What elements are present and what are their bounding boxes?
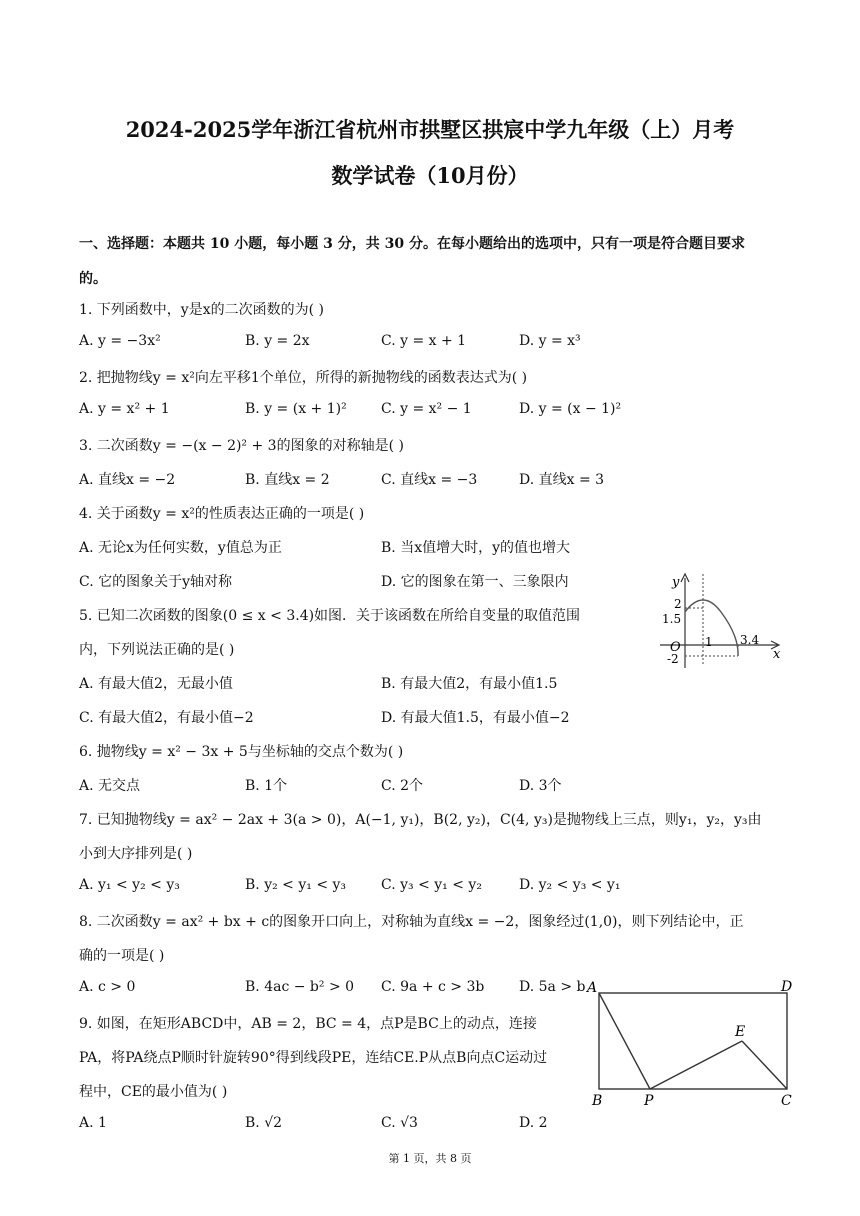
q9-option-a[interactable]: A. 1 <box>79 1115 107 1131</box>
q9-option-c[interactable]: C. √3 <box>381 1115 418 1131</box>
question-3-stem: 3. 二次函数y = −(x − 2)² + 3的图象的对称轴是( ) <box>79 438 404 454</box>
q3-option-d[interactable]: D. 直线x = 3 <box>519 472 605 488</box>
q4-option-c[interactable]: C. 它的图象关于y轴对称 <box>79 574 233 590</box>
question-6-stem: 6. 抛物线y = x² − 3x + 5与坐标轴的交点个数为( ) <box>79 744 404 760</box>
q8-option-b[interactable]: B. 4ac − b² > 0 <box>245 979 355 995</box>
question-8-stem: 8. 二次函数y = ax² + bx + c的图象开口向上，对称轴为直线x = −2，图象经过(1,0)，则下列结论中，正 <box>79 914 744 930</box>
question-1-stem: 1. 下列函数中，y是x的二次函数的为( ) <box>79 302 324 318</box>
exam-title-line1: 2024-2025学年浙江省杭州市拱墅区拱宸中学九年级（上）月考 <box>125 117 735 142</box>
q5-parabola-figure <box>630 568 790 678</box>
question-9-stem: 9. 如图，在矩形ABCD中，AB = 2，BC = 4，点P是BC上的动点，连接 <box>79 1016 537 1032</box>
q8-option-c[interactable]: C. 9a + c > 3b <box>381 979 485 995</box>
q9-option-d[interactable]: D. 2 <box>519 1115 548 1131</box>
q7-option-c[interactable]: C. y₃ < y₁ < y₂ <box>381 877 482 893</box>
question-9-stem-cont2: 程中，CE的最小值为( ) <box>79 1084 228 1100</box>
q5-option-c[interactable]: C. 有最大值2，有最小值−2 <box>79 710 254 726</box>
question-8-stem-cont: 确的一项是( ) <box>79 948 165 964</box>
q1-option-d[interactable]: D. y = x³ <box>519 333 581 349</box>
q7-option-b[interactable]: B. y₂ < y₁ < y₃ <box>245 877 347 893</box>
q2-option-b[interactable]: B. y = (x + 1)² <box>245 401 347 417</box>
question-2-stem: 2. 把抛物线y = x²向左平移1个单位，所得的新抛物线的函数表达式为( ) <box>79 370 528 386</box>
q5-y-axis-label: y <box>672 575 680 590</box>
q9-label-d: D <box>781 979 793 995</box>
q9-label-e: E <box>735 1024 746 1040</box>
q8-option-d[interactable]: D. 5a > b <box>519 979 586 995</box>
question-7-stem: 7. 已知抛物线y = ax² − 2ax + 3(a > 0)，A(−1, y₁)，B(2, y₂)，C(4, y₃)是抛物线上三点，则y₁，y₂，y₃由 <box>79 812 762 828</box>
q5-tick-neg2: -2 <box>667 652 679 666</box>
q5-tick-1-5: 1.5 <box>662 612 682 626</box>
q4-option-a[interactable]: A. 无论x为任何实数，y值总为正 <box>79 540 282 556</box>
q5-x-axis-label: x <box>773 647 781 662</box>
q6-option-a[interactable]: A. 无交点 <box>79 778 141 794</box>
exam-title-line2: 数学试卷（10月份） <box>331 163 529 188</box>
q3-option-c[interactable]: C. 直线x = −3 <box>381 472 478 488</box>
q6-option-c[interactable]: C. 2个 <box>381 778 424 794</box>
section-heading: 一、选择题：本题共 10 小题，每小题 3 分，共 30 分。在每小题给出的选项中，只有一项是符合题目要求 <box>79 236 745 252</box>
q9-rectangle-figure <box>585 978 800 1108</box>
q5-origin-label: O <box>670 640 681 655</box>
q2-option-a[interactable]: A. y = x² + 1 <box>79 401 170 417</box>
q1-option-a[interactable]: A. y = −3x² <box>79 333 161 349</box>
question-9-stem-cont1: PA，将PA绕点P顺时针旋转90°得到线段PE，连结CE.P从点B向点C运动过 <box>79 1050 548 1066</box>
q3-option-b[interactable]: B. 直线x = 2 <box>245 472 330 488</box>
q3-option-a[interactable]: A. 直线x = −2 <box>79 472 176 488</box>
q9-option-b[interactable]: B. √2 <box>245 1115 283 1131</box>
q7-option-d[interactable]: D. y₂ < y₃ < y₁ <box>519 877 621 893</box>
q2-option-d[interactable]: D. y = (x − 1)² <box>519 401 622 417</box>
q8-option-a[interactable]: A. c > 0 <box>79 979 136 995</box>
q1-option-b[interactable]: B. y = 2x <box>245 333 310 349</box>
q9-label-c: C <box>781 1093 792 1108</box>
q4-option-d[interactable]: D. 它的图象在第一、三象限内 <box>381 574 569 590</box>
q5-tick-3-4: 3.4 <box>740 633 760 647</box>
q7-option-a[interactable]: A. y₁ < y₂ < y₃ <box>79 877 180 893</box>
q1-option-c[interactable]: C. y = x + 1 <box>381 333 467 349</box>
q6-option-d[interactable]: D. 3个 <box>519 778 562 794</box>
page-footer: 第 1 页，共 8 页 <box>388 1152 472 1165</box>
q9-label-a: A <box>587 980 598 996</box>
question-4-stem: 4. 关于函数y = x²的性质表达正确的一项是( ) <box>79 506 365 522</box>
q6-option-b[interactable]: B. 1个 <box>245 778 288 794</box>
q5-option-d[interactable]: D. 有最大值1.5，有最小值−2 <box>381 710 570 726</box>
question-7-stem-cont: 小到大序排列是( ) <box>79 846 193 862</box>
question-5-stem: 5. 已知二次函数的图象(0 ≤ x < 3.4)如图．关于该函数在所给自变量的取值范围 <box>79 608 581 624</box>
q5-option-b[interactable]: B. 有最大值2，有最小值1.5 <box>381 676 558 692</box>
q4-option-b[interactable]: B. 当x值增大时，y的值也增大 <box>381 540 570 556</box>
section-heading-cont: 的。 <box>79 271 107 287</box>
q2-option-c[interactable]: C. y = x² − 1 <box>381 401 472 417</box>
q9-label-p: P <box>644 1093 654 1108</box>
q9-label-b: B <box>592 1093 603 1108</box>
q5-tick-1: 1 <box>705 635 713 649</box>
q5-option-a[interactable]: A. 有最大值2，无最小值 <box>79 676 233 692</box>
question-5-stem-cont: 内，下列说法正确的是( ) <box>79 642 235 658</box>
q5-tick-2: 2 <box>674 597 682 611</box>
